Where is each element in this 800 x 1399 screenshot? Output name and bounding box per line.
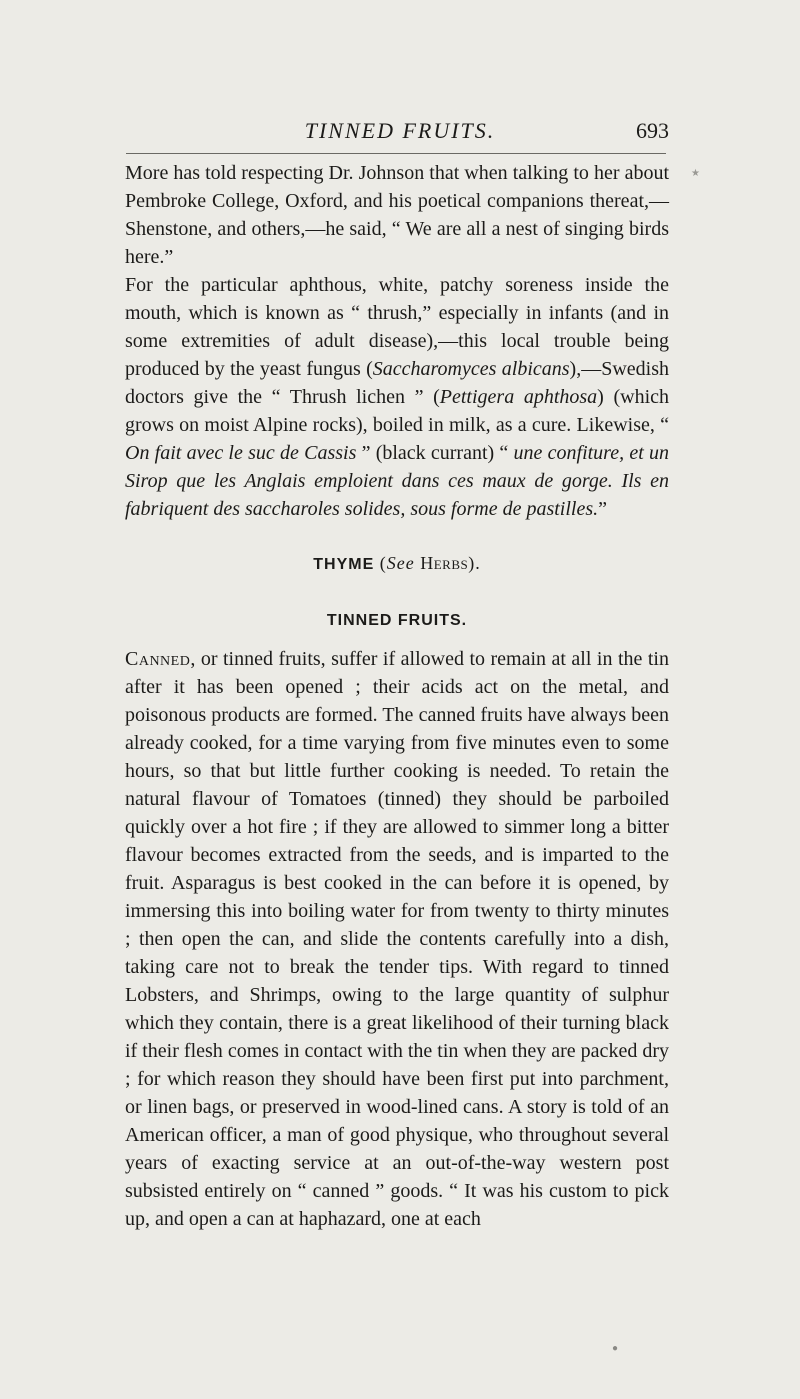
heading-title: THYME — [313, 556, 375, 573]
italic-term: Pettigera aphthosa — [439, 386, 598, 408]
section-heading-thyme — [125, 549, 669, 579]
paragraph-text: ” — [598, 498, 608, 520]
paragraph-thrush — [125, 271, 669, 523]
print-dot-mark: ● — [612, 1343, 619, 1354]
paragraph-canned — [125, 645, 669, 1233]
italic-term: Saccharomyces albicans — [372, 358, 570, 380]
paragraph-text: , or tinned fruits, suffer if allowed to remain at all in the tin after it has been opened ; their acids act on the metal, and poisonous products are formed. The canned fruits have always been already cooked, for a time varying from five minutes even to some hours, so that but little further cooking is needed. To retain the natural flavour of Tomatoes (tinned) they should be parboiled quickly over a hot fire ; if they are allowed to simmer long a bitter flavour becomes extracted from the seeds, and is imparted to the fruit. Asparagus is best cooked in the can before it is opened, by immersing this into boiling water for from twenty to thirty minutes ; then open the can, and slide the contents carefully into a dish, taking care not to break the tender tips. With regard to tinned Lobsters, and Shrimps, owing to the large quantity of sulphur which they contain, there is a great likelihood of their turning black if their flesh comes in contact with the tin when they are packed dry ; for which reason they should have been first put into parchment, or linen bags, or preserved in wood-lined cans. A story is told of an American officer, a man of good physique, who throughout several years of exacting service at an out-of-the-way western post subsisted entirely on “ canned ” goods. “ It was his custom to pick up, and open a can at haphazard, one at each — [125, 648, 669, 1230]
paragraph-text: ) (which grows on moist Alpine rocks), boiled in milk, as a cure. Likewise, “ — [125, 386, 670, 436]
cross-reference: (See Herbs). — [374, 553, 481, 573]
running-head — [0, 118, 800, 148]
paragraph-johnson — [125, 159, 669, 271]
section-heading-tinned-fruits: TINNED FRUITS. — [326, 612, 468, 629]
italic-quote: On fait avec le suc de Cassis — [125, 442, 357, 464]
paragraph-text: ),—Swedish doctors give the “ Thrush lichen ” ( — [125, 358, 669, 408]
lead-word: Canned — [125, 648, 191, 670]
body-text — [125, 159, 669, 1233]
header-rule — [126, 153, 666, 154]
paragraph-text: For the particular aphthous, white, patchy soreness inside the mouth, which is known as “ thrush,” especially in infants (and in some extremities of adult disease),—this local trouble being produced by the yeast fungus ( — [125, 274, 669, 380]
paragraph-text: More has told respecting Dr. Johnson that when talking to her about Pembroke College, Oxford, and his poetical companions thereat,—Shenstone, and others,—he said, “ We are all a nest of singing birds here.” — [125, 162, 669, 268]
star-mark-icon: ★ — [691, 168, 700, 179]
page-number: 693 — [636, 118, 669, 143]
paragraph-text: ” (black currant) “ — [356, 442, 514, 464]
running-title: TINNED FRUITS. — [304, 118, 496, 143]
italic-quote: une confiture, et un Sirop que les Anglais emploient dans ces maux de gorge. Ils en fabriquent des saccharoles solides, sous forme de pastilles. — [125, 442, 669, 520]
